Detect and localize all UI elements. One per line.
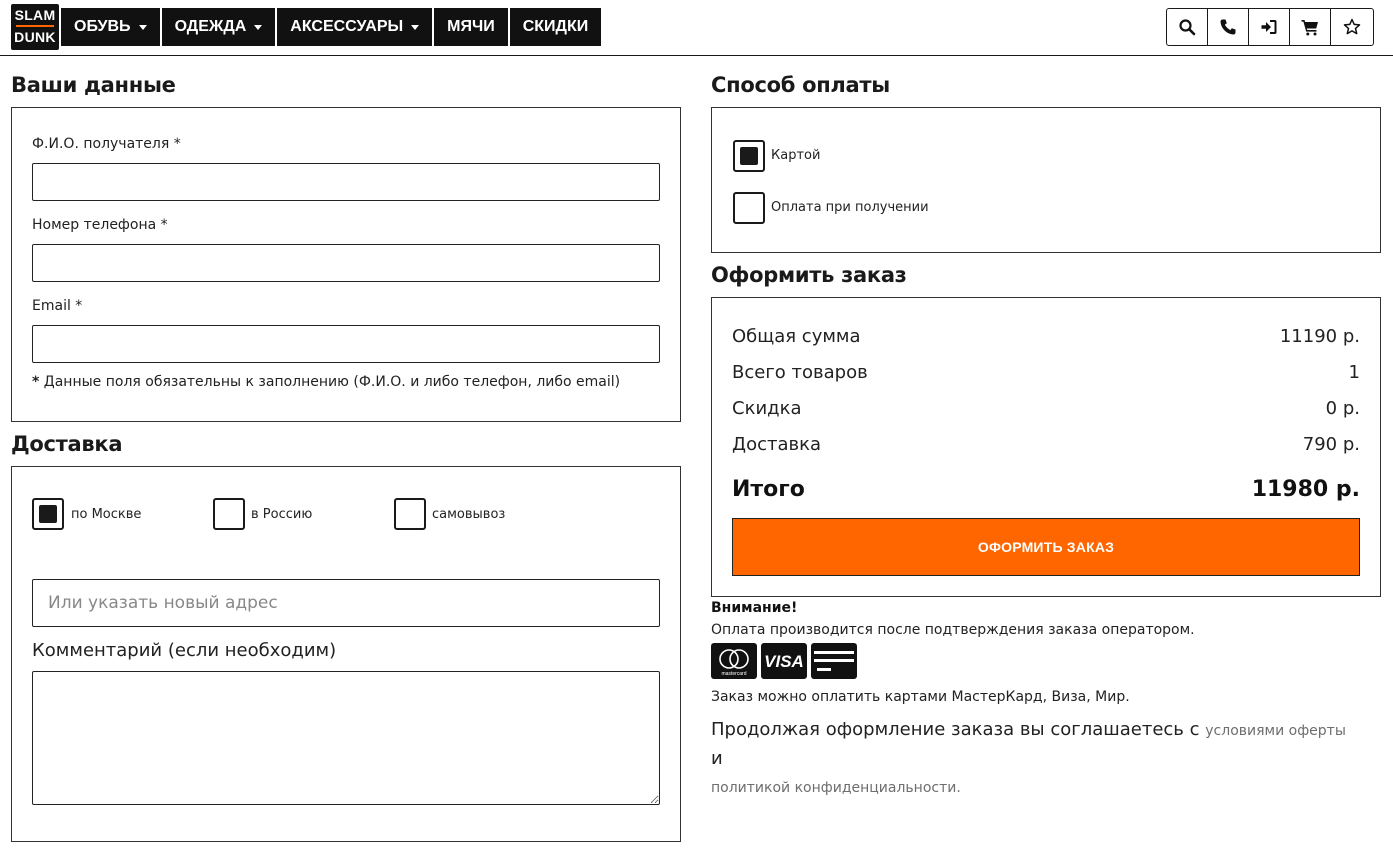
site-header: [0, 0, 1393, 56]
sum-row-delivery: [732, 434, 1360, 455]
logo-line-1: SLAM: [14, 7, 56, 23]
name-label: Ф.И.О. получателя *: [32, 136, 181, 152]
sum-row-value: 1: [1348, 362, 1360, 383]
required-star: *: [32, 374, 40, 390]
payment-title: Способ оплаты: [711, 73, 890, 97]
required-note-text: Данные поля обязательны к заполнению (Ф.И.О. и либо телефон, либо email): [43, 374, 621, 390]
nav-item-balls[interactable]: [434, 8, 508, 46]
required-note: [32, 374, 620, 390]
sum-row-value: 11190 р.: [1279, 326, 1360, 347]
delivery-russia-checkbox[interactable]: [213, 498, 245, 530]
payment-cash-checkbox[interactable]: [733, 192, 765, 224]
nav-item-label: АКСЕССУАРЫ: [290, 18, 404, 35]
grand-total-value: 11980 р.: [1251, 477, 1360, 502]
phone-button[interactable]: [1208, 9, 1249, 45]
visa-wordmark: VISA: [764, 652, 804, 671]
payment-card-logos: [711, 643, 861, 679]
phone-icon: [1219, 18, 1237, 36]
your-data-title: Ваши данные: [11, 73, 176, 97]
payment-card-label[interactable]: Картой: [771, 148, 821, 163]
privacy-policy-link[interactable]: политикой конфиденциальности.: [711, 780, 961, 796]
caret-down-icon: [139, 25, 147, 30]
cart-button[interactable]: [1290, 9, 1331, 45]
address-input[interactable]: [32, 579, 660, 627]
grand-total-label: Итого: [732, 477, 805, 502]
logo-line-2: DUNK: [14, 29, 56, 45]
email-label: Email *: [32, 298, 83, 314]
offer-terms-link[interactable]: условиями оферты: [1205, 723, 1346, 739]
search-icon: [1178, 18, 1196, 36]
agreement-text: [711, 716, 1361, 802]
search-button[interactable]: [1167, 9, 1208, 45]
sum-row-label: Всего товаров: [732, 362, 868, 383]
sum-grand-total: [732, 477, 1360, 502]
main-nav: [61, 8, 603, 46]
cart-icon: [1301, 18, 1319, 36]
sum-row-items-count: [732, 362, 1360, 383]
star-icon: [1343, 18, 1361, 36]
mastercard-icon: [711, 643, 757, 679]
payment-box: [711, 107, 1381, 253]
nav-item-label: ОБУВЬ: [74, 18, 131, 35]
accepted-cards-text: Заказ можно оплатить картами МастерКард, Виза, Мир.: [711, 689, 1130, 705]
nav-item-clothes[interactable]: [162, 8, 276, 46]
logo-accent-bar: [16, 25, 54, 27]
sum-row-value: 0 р.: [1325, 398, 1360, 419]
login-button[interactable]: [1249, 9, 1290, 45]
sum-row-total-amount: [732, 326, 1360, 347]
comment-textarea[interactable]: [32, 671, 660, 805]
nav-item-discounts[interactable]: [510, 8, 601, 46]
comment-label: Комментарий (если необходим): [32, 640, 337, 661]
nav-item-label: МЯЧИ: [447, 18, 495, 35]
payment-card-checkbox[interactable]: [733, 140, 765, 172]
nav-item-label: ОДЕЖДА: [174, 18, 247, 35]
agreement-prefix: Продолжая оформление заказа вы соглашаетесь с: [711, 719, 1200, 740]
caret-down-icon: [254, 25, 262, 30]
name-input[interactable]: [32, 163, 660, 201]
phone-input[interactable]: [32, 244, 660, 282]
bank-card-icon: [811, 643, 857, 679]
sum-row-discount: [732, 398, 1360, 419]
order-title: Оформить заказ: [711, 263, 907, 287]
agreement-and: и: [711, 748, 723, 769]
email-input[interactable]: [32, 325, 660, 363]
sum-row-label: Доставка: [732, 434, 821, 455]
delivery-title: Доставка: [11, 432, 123, 456]
sum-row-value: 790 р.: [1302, 434, 1360, 455]
nav-item-label: СКИДКИ: [522, 18, 589, 35]
header-icon-group: [1166, 8, 1374, 46]
place-order-button[interactable]: ОФОРМИТЬ ЗАКАЗ: [732, 518, 1360, 576]
favorites-button[interactable]: [1331, 9, 1373, 45]
slam-dunk-logo[interactable]: [11, 4, 59, 50]
attention-title: Внимание!: [711, 600, 798, 616]
attention-text: Оплата производится после подтверждения заказа оператором.: [711, 622, 1195, 638]
nav-item-shoes[interactable]: [61, 8, 160, 46]
visa-icon: [761, 643, 807, 679]
caret-down-icon: [411, 25, 419, 30]
delivery-moscow-checkbox[interactable]: [32, 498, 64, 530]
mastercard-caption: mastercard: [721, 671, 747, 677]
delivery-russia-label[interactable]: в Россию: [251, 507, 313, 522]
delivery-pickup-checkbox[interactable]: [394, 498, 426, 530]
sum-row-label: Общая сумма: [732, 326, 861, 347]
nav-item-accessories[interactable]: [277, 8, 432, 46]
delivery-pickup-label[interactable]: самовывоз: [432, 507, 506, 522]
phone-label: Номер телефона *: [32, 217, 168, 233]
delivery-moscow-label[interactable]: по Москве: [71, 507, 142, 522]
sign-in-icon: [1260, 18, 1278, 36]
sum-row-label: Скидка: [732, 398, 802, 419]
payment-cash-label[interactable]: Оплата при получении: [771, 200, 929, 215]
